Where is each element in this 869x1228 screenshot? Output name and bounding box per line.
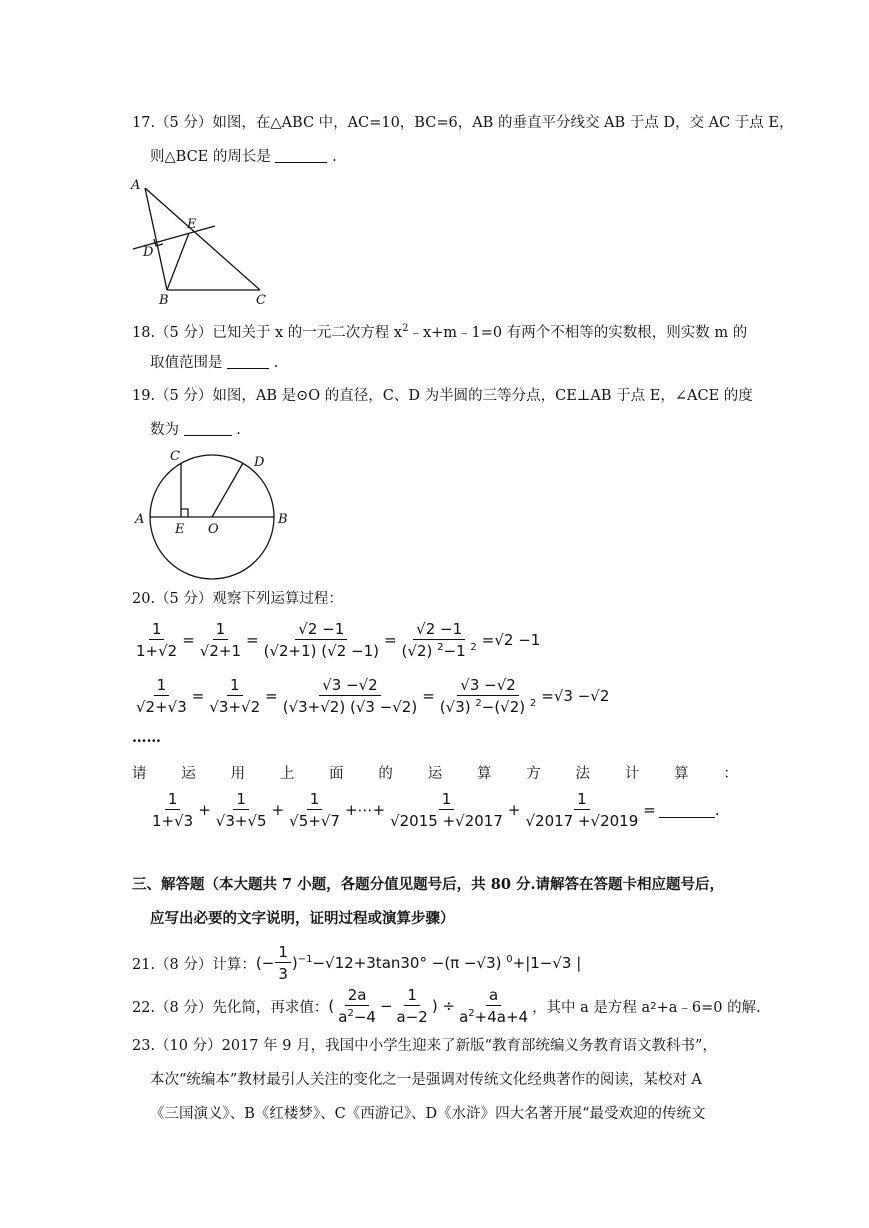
q22-line: 22.（8 分）先化简，再求值： ( $\frac{2a}{a^2-4}$ − $\frac{1}{a-2}$ ) ÷ $\frac{a}{a^2+4a+4}$ ，其中 a 是方程 a 2 +a﹣6=0 的解. bbox=[132, 986, 761, 1026]
q17-line1: 17.（5 分）如图，在△ABC 中，AC=10，BC=6，AB 的垂直平分线交 AB 于点 D，交 AC 于点 E， bbox=[132, 115, 794, 131]
q17-triangle-figure bbox=[125, 172, 285, 312]
q20-example-1: $\frac{1}{1+√2}$ = $\frac{1}{√2+1}$ = $\frac{√2 -1}{(√2+1) (√2 -1)}$ = $\frac{√2 -1}{(√2) ^2-1 ^2}$ =√2 −1 bbox=[136, 620, 541, 660]
q20-example-2: $\frac{1}{√2+√3}$ = $\frac{1}{√3+√2}$ = $\frac{√3 -√2}{(√3+√2) (√3 -√2)}$ = $\frac{√3 -√2}{(√3) ^2-(√2) ^2}$ =√3 −√2 bbox=[136, 676, 610, 716]
q20-sum-expression: $\frac{1}{1+√3}$ + $\frac{1}{√3+√5}$ + $\frac{1}{√5+√7}$ +⋯+ $\frac{1}{√2015 +√2017}$ + $\frac{1}{√2017 +√2019}$ = . bbox=[152, 790, 720, 830]
q23-line2: 本次“统编本”教材最引人关注的变化之一是强调对传统文化经典著作的阅读，某校对 A bbox=[150, 1072, 702, 1088]
q20-instr-char: 方 bbox=[526, 766, 541, 782]
q19-label-c: C bbox=[170, 449, 180, 464]
q18-line2 bbox=[150, 353, 278, 373]
q17-label-c: C bbox=[256, 293, 266, 308]
q20-end: . bbox=[714, 801, 720, 819]
q20-instr-char: 算 bbox=[476, 766, 492, 782]
q19-line2 bbox=[150, 420, 241, 440]
q18-end: . bbox=[273, 355, 279, 371]
q20-instruction bbox=[132, 762, 738, 783]
q23-line1: 23.（10 分）2017 年 9 月，我国中小学生迎来了新版“教育部统编义务教育语文教科书”， bbox=[132, 1038, 717, 1054]
q17-label-b: B bbox=[159, 293, 169, 308]
q20-line1: 20.（5 分）观察下列运算过程： bbox=[132, 591, 343, 607]
q20-instr-char: 用 bbox=[230, 766, 246, 782]
section3-heading-line2: 应写出必要的文字说明，证明过程或演算步骤） bbox=[150, 910, 455, 927]
q21-label: 21.（8 分）计算： bbox=[132, 956, 256, 973]
q20-instr-char: 法 bbox=[575, 766, 591, 782]
q20-instr-char: 算 bbox=[674, 766, 689, 782]
q19-circle-figure bbox=[130, 447, 300, 587]
q19-label-b: B bbox=[278, 512, 288, 527]
q18-answer-blank bbox=[227, 354, 269, 369]
q20-instr-char: 运 bbox=[427, 766, 443, 782]
section3-heading: 三、解答题（本大题共 7 小题，各题分值见题号后，共 80 分.请解答在答题卡相应题号后， bbox=[132, 876, 725, 893]
q18-text-a: 18.（5 分）已知关于 x 的一元二次方程 x bbox=[132, 324, 403, 341]
q17-label-d: D bbox=[143, 245, 154, 260]
q17-answer-blank bbox=[275, 148, 327, 163]
q17-end: . bbox=[332, 149, 337, 165]
q19-label-e: E bbox=[175, 522, 185, 537]
q20-instr-char: 计 bbox=[624, 766, 640, 782]
q22-label: 22.（8 分）先化简，再求值： bbox=[132, 999, 329, 1016]
q20-ellipsis: …… bbox=[132, 729, 161, 746]
q23-line3: 《三国演义》、B《红楼梦》、C《西游记》、D《水浒》四大名著开展“最受欢迎的传统文 bbox=[150, 1106, 706, 1122]
q17-label-e: E bbox=[187, 217, 197, 232]
q20-instr-char: ： bbox=[723, 766, 738, 782]
q19-line1: 19.（5 分）如图，AB 是⊙O 的直径，C、D 为半圆的三等分点，CE⊥AB 于点 E，∠ACE 的度 bbox=[132, 388, 753, 404]
q20-instr-char: 面 bbox=[329, 766, 344, 782]
q20-instr-char: 运 bbox=[181, 766, 196, 782]
q19-label-a: A bbox=[135, 512, 145, 527]
q18-line1 bbox=[132, 319, 747, 343]
q18-text: 取值范围是 bbox=[150, 355, 223, 371]
q19-end: . bbox=[236, 422, 241, 438]
q20-instr-char: 请 bbox=[132, 766, 147, 782]
q22-tail-b: +a﹣6=0 的解. bbox=[656, 999, 761, 1016]
q19-text: 数为 bbox=[150, 422, 179, 438]
q19-answer-blank bbox=[184, 421, 232, 436]
q19-label-o: O bbox=[208, 522, 219, 537]
q18-exponent: 2 bbox=[402, 323, 409, 334]
q20-instr-char: 的 bbox=[378, 766, 393, 782]
q19-label-d: D bbox=[254, 455, 265, 470]
q17-text: 则△BCE 的周长是 bbox=[150, 149, 271, 165]
q22-tail-a: ，其中 a 是方程 a bbox=[532, 999, 651, 1016]
q17-label-a: A bbox=[131, 178, 141, 193]
q18-text-b: ﹣x+m﹣1=0 有两个不相等的实数根，则实数 m 的 bbox=[408, 324, 748, 341]
q22-tail-sup: 2 bbox=[650, 1000, 657, 1012]
q21-line: 21.（8 分）计算： (− $\frac{1}{3}$ )$^{-1}$−√12+3tan30° −(π −√3) $^0$+|1−√3 | bbox=[132, 943, 582, 983]
q17-line2 bbox=[150, 147, 337, 167]
q20-answer-blank bbox=[659, 803, 715, 818]
q20-instr-char: 上 bbox=[279, 766, 295, 782]
